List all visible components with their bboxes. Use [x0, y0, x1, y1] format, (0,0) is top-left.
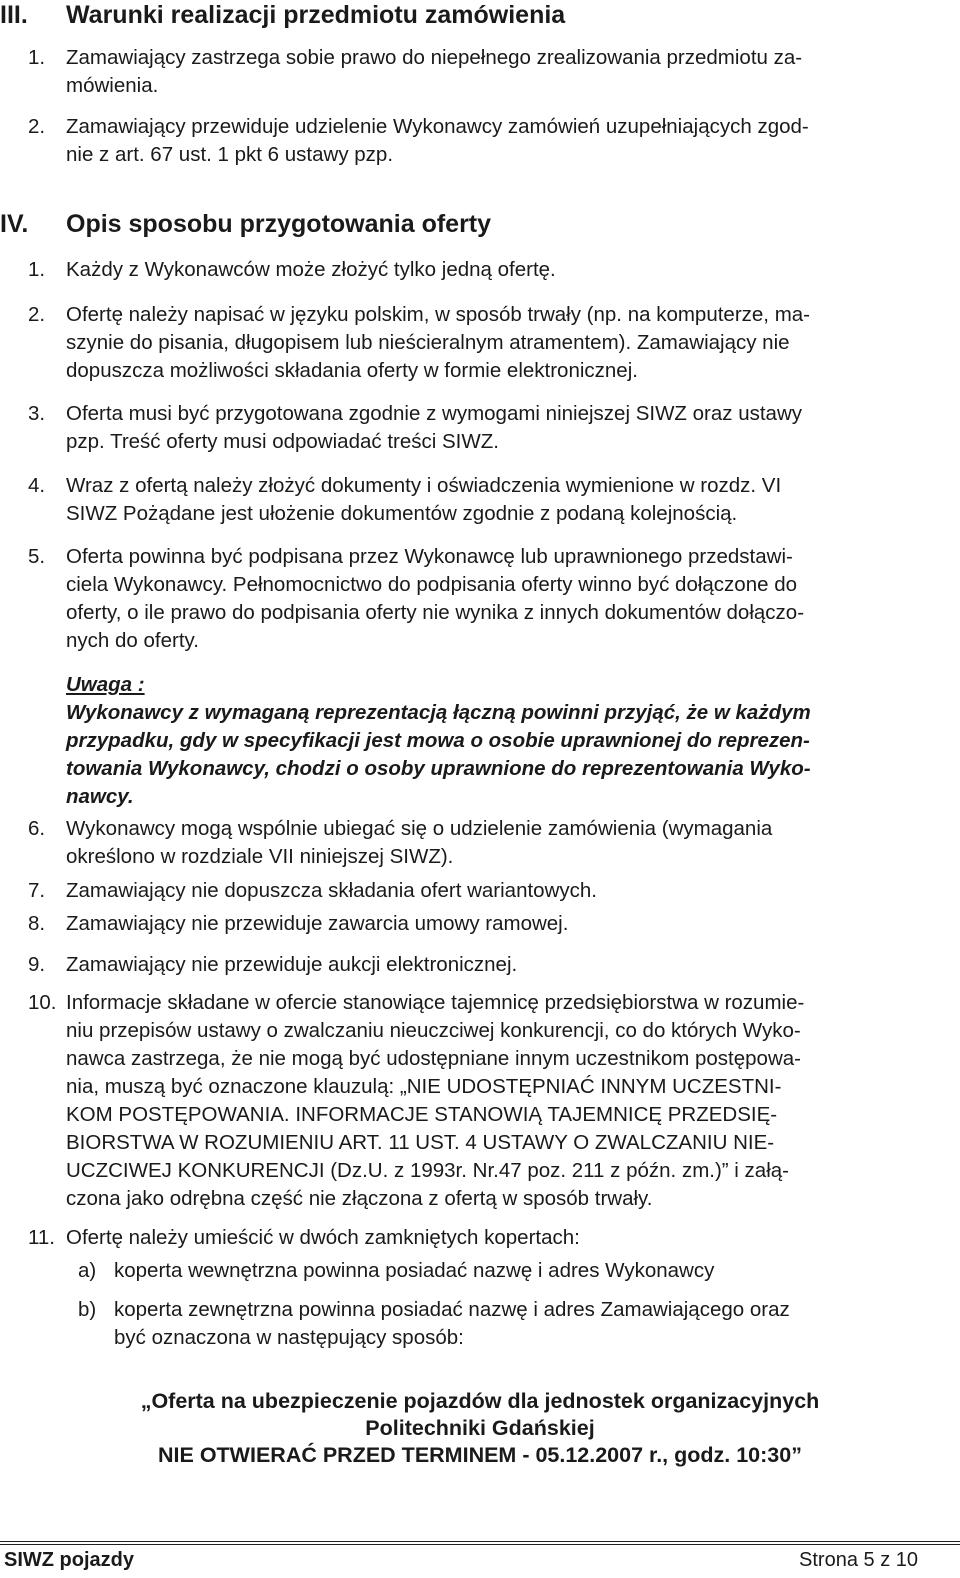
item-number: 5.	[28, 545, 46, 568]
item-number: 10.	[28, 991, 57, 1014]
note-block	[66, 671, 946, 811]
note-title: Uwaga :	[66, 673, 145, 696]
item-text-line: dopuszcza możliwości składania oferty w formie elektronicznej.	[66, 359, 638, 382]
item-text-line: Informacje składane w ofercie stanowiące tajemnicę przedsiębiorstwa w rozumie-	[66, 991, 805, 1014]
item-number: 8.	[28, 912, 46, 935]
item-text-line: pzp. Treść oferty musi odpowiadać treści SIWZ.	[66, 430, 499, 453]
sub-item-text-line: koperta zewnętrzna powinna posiadać nazwę i adres Zamawiającego oraz	[114, 1298, 790, 1321]
item-text-line: SIWZ Pożądane jest ułożenie dokumentów zgodnie z podaną kolejnością.	[66, 502, 738, 525]
item-number: 3.	[28, 402, 46, 425]
item-text-line: oferty, o ile prawo do podpisania oferty nie wynika z innych dokumentów dołączo-	[66, 601, 805, 624]
sub-item-letter: a)	[78, 1259, 97, 1282]
item-text-line: Zamawiający nie przewiduje zawarcia umowy ramowej.	[66, 912, 569, 935]
item-text-line: nia, muszą być oznaczone klauzulą: „NIE UDOSTĘPNIAĆ INNYM UCZESTNI-	[66, 1075, 782, 1098]
sub-item-text-line: koperta wewnętrzna powinna posiadać nazwę i adres Wykonawcy	[114, 1259, 715, 1282]
item-text-line: Oferta powinna być podpisana przez Wykonawcę lub uprawnionego przedstawi-	[66, 545, 793, 568]
item-text-line: Zamawiający zastrzega sobie prawo do niepełnego zrealizowania przedmiotu za-	[66, 46, 803, 69]
item-number: 7.	[28, 879, 46, 902]
item-text-line: szynie do pisania, długopisem lub nieścieralnym atramentem). Zamawiający nie	[66, 331, 790, 354]
item-number: 2.	[28, 303, 46, 326]
item-number: 1.	[28, 258, 46, 281]
item-number: 11.	[28, 1226, 55, 1249]
envelope-label-line: „Oferta na ubezpieczenie pojazdów dla jednostek organizacyjnych	[140, 1389, 820, 1413]
note-text-line: nawcy.	[66, 785, 134, 808]
envelope-label-line: NIE OTWIERAĆ PRZED TERMINEM - 05.12.2007 r., godz. 10:30”	[158, 1443, 802, 1467]
sub-item-letter: b)	[78, 1298, 97, 1321]
item-text-line: Zamawiający przewiduje udzielenie Wykonawcy zamówień uzupełniających zgod-	[66, 115, 809, 138]
item-text-line: Ofertę należy napisać w języku polskim, w sposób trwały (np. na komputerze, ma-	[66, 303, 810, 326]
item-text-line: Każdy z Wykonawców może złożyć tylko jedną ofertę.	[66, 258, 556, 281]
item-number: 2.	[28, 115, 46, 138]
section-title: Warunki realizacji przedmiotu zamówienia	[66, 1, 566, 29]
footer-divider	[0, 1544, 960, 1545]
footer-document-name: SIWZ pojazdy	[4, 1549, 134, 1571]
item-text-line: mówienia.	[66, 74, 159, 97]
note-text-line: przypadku, gdy w specyfikacji jest mowa o osobie uprawnionej do reprezen-	[66, 729, 810, 752]
item-number: 4.	[28, 474, 46, 497]
item-text-line: nych do oferty.	[66, 629, 199, 652]
item-text-line: Ofertę należy umieścić w dwóch zamkniętych kopertach:	[66, 1226, 580, 1249]
footer-divider	[0, 1541, 960, 1542]
item-text-line: Oferta musi być przygotowana zgodnie z wymogami niniejszej SIWZ oraz ustawy	[66, 402, 803, 425]
envelope-label	[0, 1388, 960, 1469]
section-number: IV.	[0, 210, 29, 238]
section-title: Opis sposobu przygotowania oferty	[66, 210, 492, 238]
item-text-line: Wykonawcy mogą wspólnie ubiegać się o udzielenie zamówienia (wymagania	[66, 817, 773, 840]
item-text-line: KOM POSTĘPOWANIA. INFORMACJE STANOWIĄ TAJEMNICĘ PRZEDSIĘ-	[66, 1103, 778, 1126]
item-text-line: określono w rozdziale VII niniejszej SIWZ).	[66, 845, 454, 868]
note-text-line: towania Wykonawcy, chodzi o osoby uprawnione do reprezentowania Wyko-	[66, 757, 811, 780]
item-text-line: Wraz z ofertą należy złożyć dokumenty i oświadczenia wymienione w rozdz. VI	[66, 474, 782, 497]
item-number: 1.	[28, 46, 46, 69]
item-text-line: czona jako odrębna część nie złączona z ofertą w sposób trwały.	[66, 1187, 653, 1210]
footer-page-number: Strona 5 z 10	[799, 1549, 918, 1571]
envelope-label-line: Politechniki Gdańskiej	[365, 1416, 595, 1440]
item-text-line: nawca zastrzega, że nie mogą być udostępniane innym uczestnikom postępowa-	[66, 1047, 801, 1070]
item-text-line: nie z art. 67 ust. 1 pkt 6 ustawy pzp.	[66, 143, 394, 166]
item-text-line: Zamawiający nie dopuszcza składania ofert wariantowych.	[66, 879, 597, 902]
item-text-line: BIORSTWA W ROZUMIENIU ART. 11 UST. 4 USTAWY O ZWALCZANIU NIE-	[66, 1131, 775, 1154]
note-text-line: Wykonawcy z wymaganą reprezentacją łączną powinni przyjąć, że w każdym	[66, 701, 811, 724]
item-number: 6.	[28, 817, 46, 840]
item-text-line: UCZCIWEJ KONKURENCJI (Dz.U. z 1993r. Nr.47 poz. 211 z późn. zm.)” i załą-	[66, 1159, 789, 1182]
item-text-line: Zamawiający nie przewiduje aukcji elektronicznej.	[66, 953, 518, 976]
section-number: III.	[0, 1, 28, 29]
sub-item-text-line: być oznaczona w następujący sposób:	[114, 1326, 464, 1349]
item-text-line: niu przepisów ustawy o zwalczaniu nieuczciwej konkurencji, co do których Wyko-	[66, 1019, 801, 1042]
item-number: 9.	[28, 953, 46, 976]
item-text-line: ciela Wykonawcy. Pełnomocnictwo do podpisania oferty winno być dołączone do	[66, 573, 798, 596]
